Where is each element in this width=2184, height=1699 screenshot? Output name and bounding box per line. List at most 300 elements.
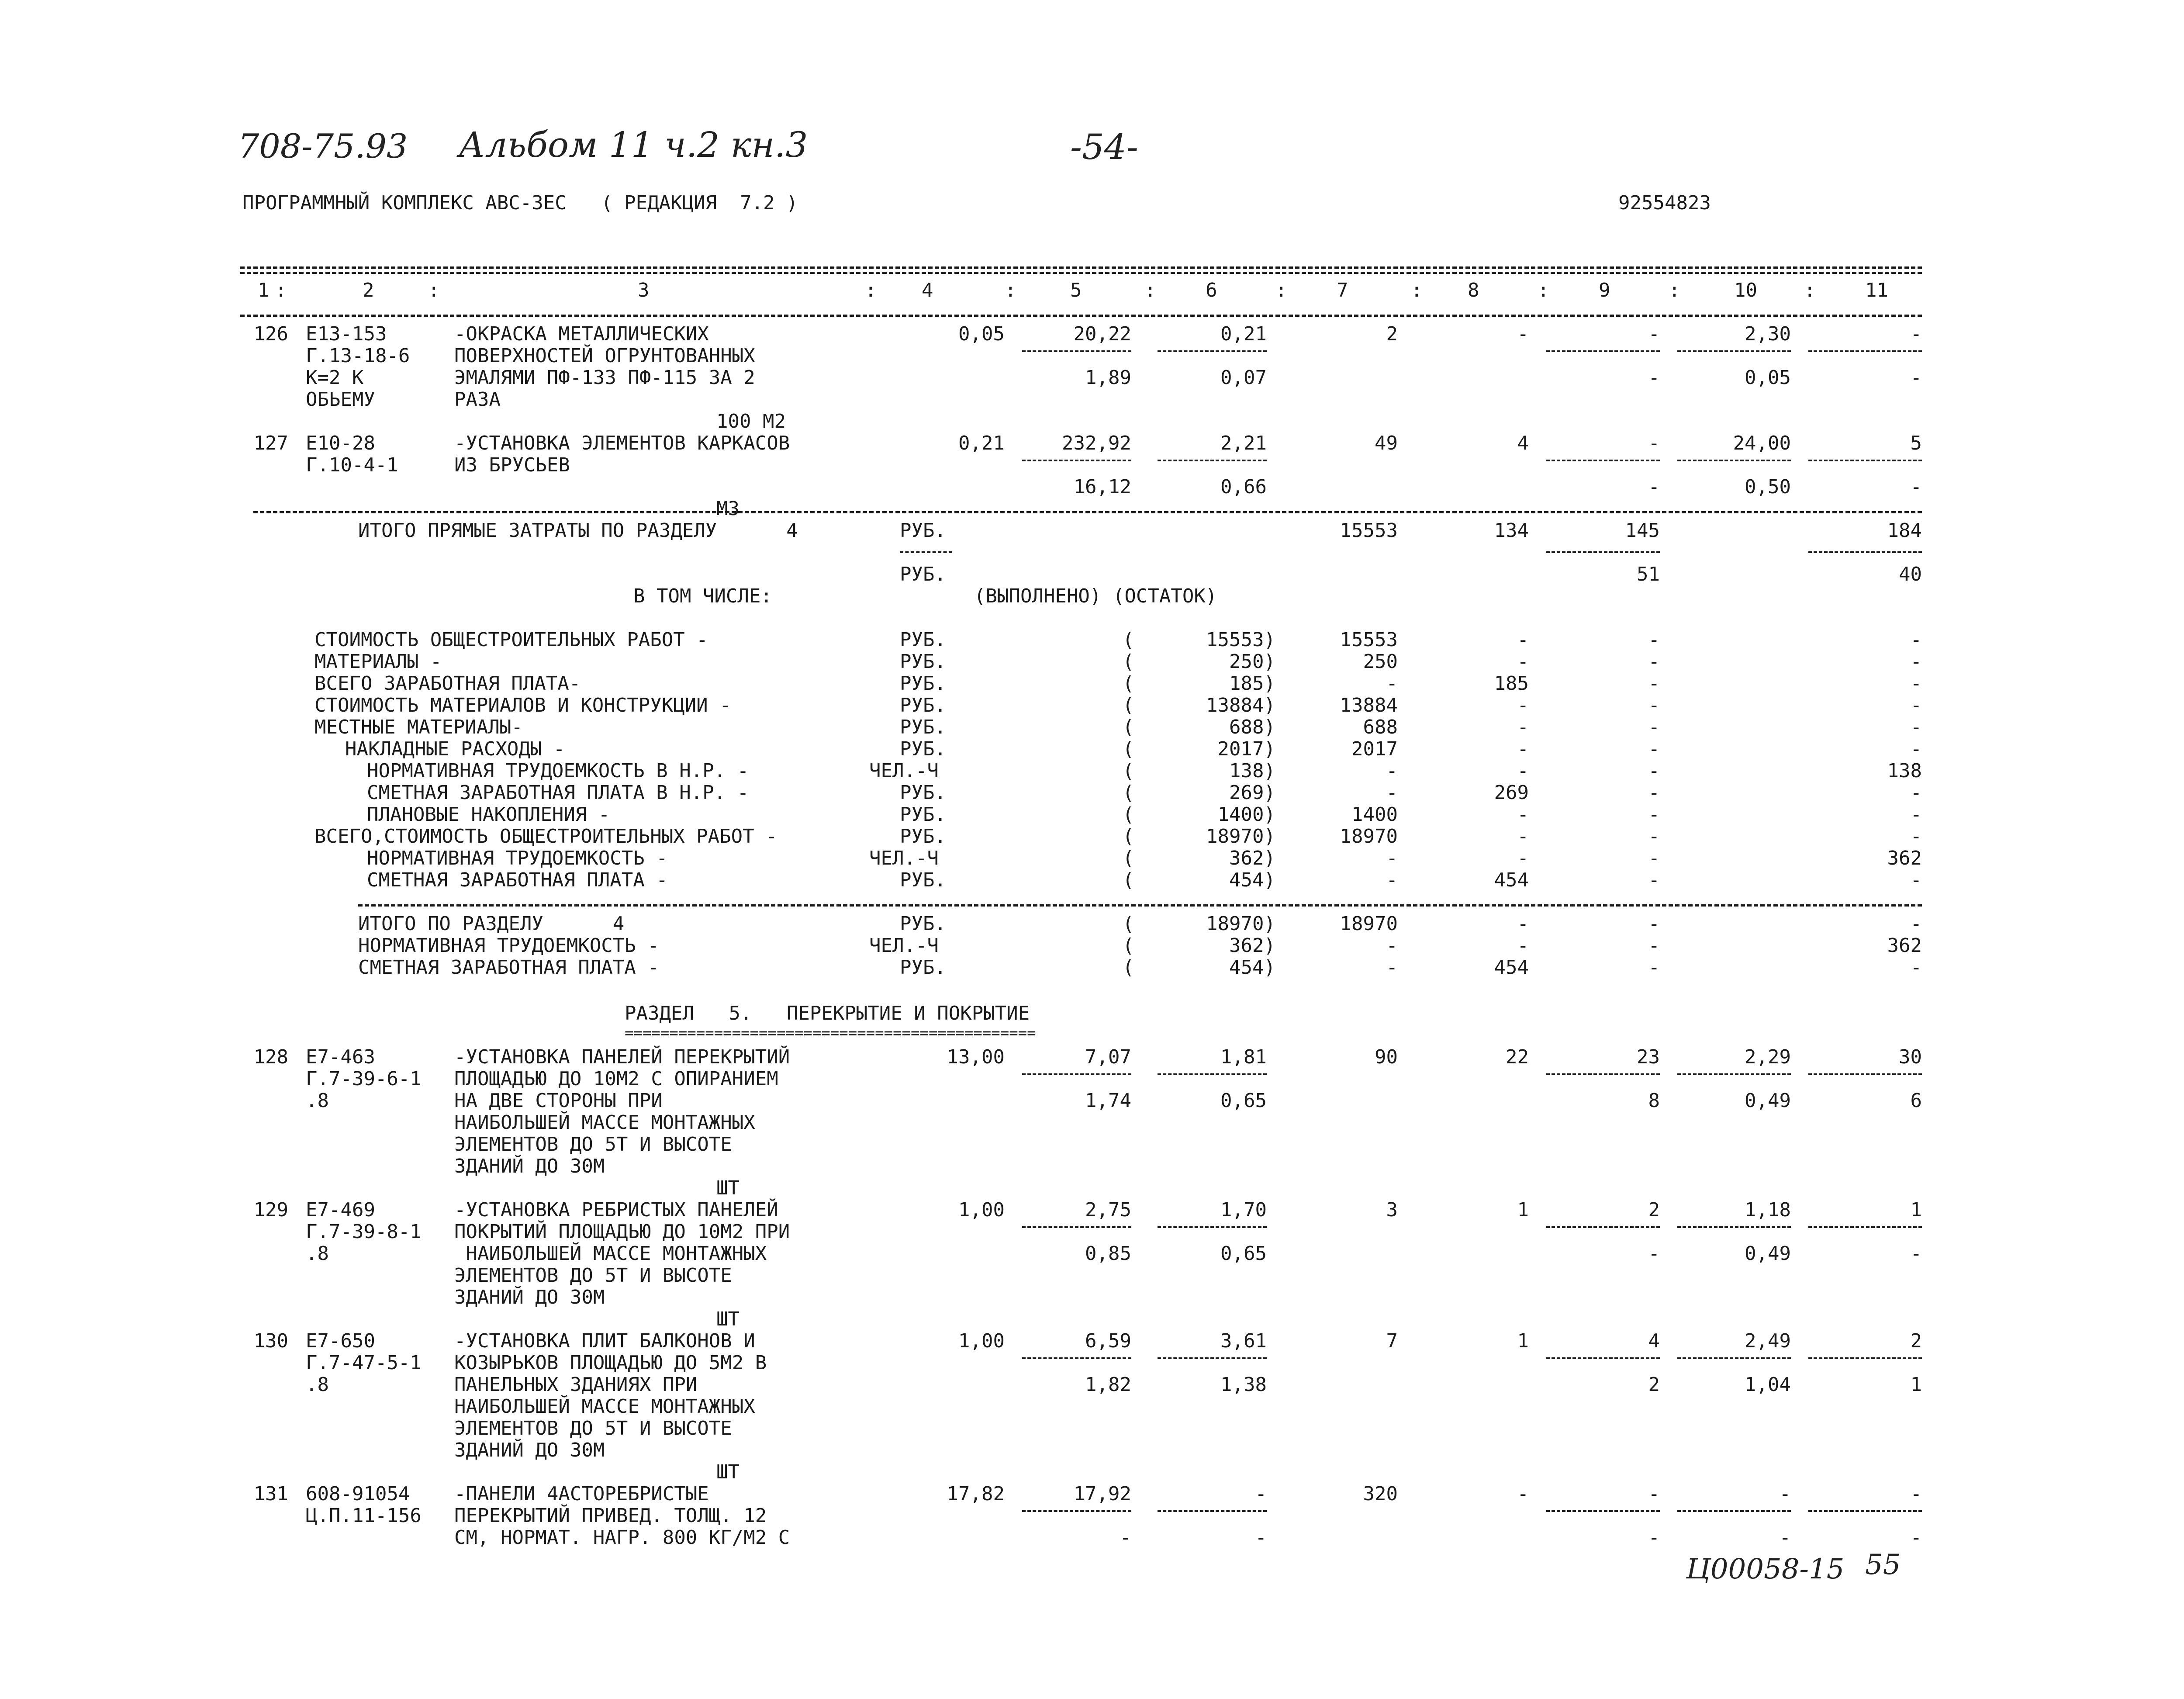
breakdown-c9: -	[1648, 825, 1660, 848]
breakdown-c9: -	[1648, 782, 1660, 804]
breakdown-unit: РУБ.	[900, 651, 946, 673]
section-total-value: 454)	[1229, 956, 1275, 979]
breakdown-value: 688)	[1229, 716, 1275, 738]
row-c5-b: 1,82	[1085, 1374, 1131, 1396]
row-quantity: 0,05	[958, 323, 1005, 345]
split-rule	[1546, 350, 1660, 352]
row-quantity: 0,21	[958, 432, 1005, 454]
section-total-c8: -	[1517, 913, 1529, 935]
row-description: ПЕРЕКРЫТИЙ ПРИВЕД. ТОЛЩ. 12	[454, 1505, 767, 1527]
split-rule	[1808, 1073, 1922, 1075]
section-total-open-paren: (	[1123, 913, 1134, 935]
totals-c8: 134	[1494, 519, 1529, 542]
section-total-value: 18970)	[1206, 913, 1275, 935]
row-c10-b: 0,50	[1745, 476, 1791, 498]
footer-code: Ц00058-15	[1686, 1553, 1845, 1585]
row-quantity: 1,00	[958, 1330, 1005, 1352]
breakdown-c7: -	[1386, 847, 1398, 869]
split-rule	[1022, 1073, 1131, 1075]
row-c5-b: 1,74	[1085, 1090, 1131, 1112]
section-total-c8: 454	[1494, 956, 1529, 979]
row-c6-b: 1,38	[1220, 1374, 1267, 1396]
breakdown-c8: -	[1517, 738, 1529, 760]
row-code: .8	[306, 1090, 329, 1112]
breakdown-label: ВСЕГО ЗАРАБОТНАЯ ПЛАТА-	[314, 672, 581, 695]
row-c6-a: 1,70	[1220, 1199, 1267, 1221]
breakdown-c8: -	[1517, 825, 1529, 848]
done-remaining-label: (ВЫПОЛНЕНО) (ОСТАТОК)	[974, 585, 1217, 607]
row-description: ЗДАНИЙ ДО 30М	[454, 1439, 605, 1461]
row-code: Г.10-4-1	[306, 454, 398, 476]
breakdown-label: МЕСТНЫЕ МАТЕРИАЛЫ-	[314, 716, 523, 738]
row-c5-b: -	[1120, 1526, 1131, 1549]
row-code: Е7-463	[306, 1046, 375, 1068]
row-unit: ШТ	[716, 1461, 740, 1483]
totals-label: ИТОГО ПРЯМЫЕ ЗАТРАТЫ ПО РАЗДЕЛУ 4	[358, 519, 798, 542]
row-unit: ШТ	[716, 1177, 740, 1199]
column-header-8: 8	[1468, 279, 1479, 301]
row-c5-a: 7,07	[1085, 1046, 1131, 1068]
row-code: Ц.П.11-156	[306, 1505, 422, 1527]
split-rule	[1677, 350, 1791, 352]
row-c5-a: 17,92	[1073, 1483, 1131, 1505]
breakdown-c8: -	[1517, 803, 1529, 826]
breakdown-value: 185)	[1229, 672, 1275, 695]
row-c11-a: 1	[1910, 1199, 1922, 1221]
breakdown-value: 269)	[1229, 782, 1275, 804]
section-total-c9: -	[1648, 934, 1660, 957]
row-description: СМ, НОРМАТ. НАГР. 800 КГ/М2 С	[454, 1526, 790, 1549]
breakdown-c11: -	[1910, 869, 1922, 891]
row-c10-a: 24,00	[1733, 432, 1791, 454]
row-description: ПЛОЩАДЬЮ ДО 10М2 С ОПИРАНИЕМ	[454, 1068, 778, 1090]
split-rule	[1677, 1357, 1791, 1359]
breakdown-c11: -	[1910, 629, 1922, 651]
rule-top-2	[240, 272, 1922, 274]
section-total-value: 362)	[1229, 934, 1275, 957]
breakdown-c9: -	[1648, 803, 1660, 826]
breakdown-value: 18970)	[1206, 825, 1275, 848]
row-c6-a: 2,21	[1220, 432, 1267, 454]
row-c11-a: 30	[1899, 1046, 1922, 1068]
row-c10-a: 2,29	[1745, 1046, 1791, 1068]
row-description: НА ДВЕ СТОРОНЫ ПРИ	[454, 1090, 663, 1112]
row-code: .8	[306, 1242, 329, 1265]
breakdown-c7: 688	[1363, 716, 1398, 738]
breakdown-c8: -	[1517, 847, 1529, 869]
row-description: -УСТАНОВКА ПАНЕЛЕЙ ПЕРЕКРЫТИЙ	[454, 1046, 790, 1068]
column-header-4: 4	[922, 279, 933, 301]
row-c8: -	[1517, 1483, 1529, 1505]
row-c6-b: 0,66	[1220, 476, 1267, 498]
breakdown-value: 13884)	[1206, 694, 1275, 716]
breakdown-c9: -	[1648, 694, 1660, 716]
row-c11-b: -	[1910, 476, 1922, 498]
row-description: ИЗ БРУСЬЕВ	[454, 454, 570, 476]
totals-c9: 145	[1625, 519, 1660, 542]
breakdown-unit: РУБ.	[900, 782, 946, 804]
row-c7: 3	[1386, 1199, 1398, 1221]
row-code: 608-91054	[306, 1483, 410, 1505]
row-c9-b: -	[1648, 1242, 1660, 1265]
including-label: В ТОМ ЧИСЛЕ:	[633, 585, 772, 607]
breakdown-unit: РУБ.	[900, 803, 946, 826]
totals-c9-rule	[1546, 551, 1660, 553]
column-separator: :	[1144, 279, 1156, 301]
split-rule	[1022, 1226, 1131, 1228]
breakdown-value: 454)	[1229, 869, 1275, 891]
split-rule	[1022, 1510, 1131, 1512]
breakdown-open-paren: (	[1123, 760, 1134, 782]
totals-unit: РУБ.	[900, 519, 946, 542]
rule-top	[240, 266, 1922, 269]
section-total-open-paren: (	[1123, 956, 1134, 979]
split-rule	[1158, 1357, 1267, 1359]
split-rule	[1158, 1510, 1267, 1512]
breakdown-c11: -	[1910, 782, 1922, 804]
row-c9-a: 2	[1648, 1199, 1660, 1221]
column-header-7: 7	[1337, 279, 1348, 301]
section-total-c8: -	[1517, 934, 1529, 957]
split-rule	[1808, 1226, 1922, 1228]
row-description: ЭЛЕМЕНТОВ ДО 5Т И ВЫСОТЕ	[454, 1264, 732, 1287]
row-c9-a: 4	[1648, 1330, 1660, 1352]
row-c7: 2	[1386, 323, 1398, 345]
row-c8: 4	[1517, 432, 1529, 454]
row-c6-a: 1,81	[1220, 1046, 1267, 1068]
breakdown-c9: -	[1648, 869, 1660, 891]
section-total-unit: РУБ.	[900, 956, 946, 979]
row-number: 128	[253, 1046, 288, 1068]
breakdown-c9: -	[1648, 738, 1660, 760]
doc-code: 708-75.93	[238, 127, 408, 166]
breakdown-c7: -	[1386, 869, 1398, 891]
column-separator: :	[1804, 279, 1816, 301]
row-code: Г.13-18-6	[306, 345, 410, 367]
row-c10-a: 1,18	[1745, 1199, 1791, 1221]
column-separator: :	[428, 279, 440, 301]
column-header-6: 6	[1206, 279, 1217, 301]
split-rule	[1546, 460, 1660, 461]
row-quantity: 13,00	[947, 1046, 1005, 1068]
breakdown-open-paren: (	[1123, 716, 1134, 738]
row-code: Е13-153	[306, 323, 387, 345]
breakdown-label: НОРМАТИВНАЯ ТРУДОЕМКОСТЬ В Н.Р. -	[367, 760, 749, 782]
breakdown-c7: 13884	[1340, 694, 1398, 716]
section-total-c7: 18970	[1340, 913, 1398, 935]
split-rule	[1158, 460, 1267, 461]
row-description: ПАНЕЛЬНЫХ ЗДАНИЯХ ПРИ	[454, 1374, 698, 1396]
row-c9-b: -	[1648, 1526, 1660, 1549]
row-c5-b: 0,85	[1085, 1242, 1131, 1265]
breakdown-label: СТОИМОСТЬ ОБЩЕСТРОИТЕЛЬНЫХ РАБОТ -	[314, 629, 708, 651]
row-code: К=2 К	[306, 367, 364, 389]
breakdown-value: 250)	[1229, 651, 1275, 673]
row-c6-b: -	[1255, 1526, 1267, 1549]
breakdown-c11: -	[1910, 672, 1922, 695]
split-rule	[1677, 460, 1791, 461]
row-description: ЭЛЕМЕНТОВ ДО 5Т И ВЫСОТЕ	[454, 1417, 732, 1439]
row-description: ЗДАНИЙ ДО 30М	[454, 1286, 605, 1308]
row-c11-a: -	[1910, 323, 1922, 345]
breakdown-value: 362)	[1229, 847, 1275, 869]
breakdown-c9: -	[1648, 760, 1660, 782]
column-header-1: 1	[258, 279, 270, 301]
row-code: Г.7-39-6-1	[306, 1068, 422, 1090]
column-header-5: 5	[1070, 279, 1082, 301]
section-total-label: ИТОГО ПО РАЗДЕЛУ 4	[358, 913, 625, 935]
row-c11-b: -	[1910, 1242, 1922, 1265]
row-description: -УСТАНОВКА ПЛИТ БАЛКОНОВ И	[454, 1330, 755, 1352]
breakdown-unit: РУБ.	[900, 869, 946, 891]
breakdown-open-paren: (	[1123, 869, 1134, 891]
breakdown-label: НОРМАТИВНАЯ ТРУДОЕМКОСТЬ -	[367, 847, 668, 869]
section-total-c11: -	[1910, 956, 1922, 979]
row-c9-a: -	[1648, 1483, 1660, 1505]
totals-c11: 184	[1887, 519, 1922, 542]
split-rule	[1677, 1226, 1791, 1228]
breakdown-c11: 138	[1887, 760, 1922, 782]
row-description: РАЗА	[454, 388, 501, 411]
row-description: ЭЛЕМЕНТОВ ДО 5Т И ВЫСОТЕ	[454, 1133, 732, 1156]
breakdown-c11: -	[1910, 716, 1922, 738]
row-c8: 1	[1517, 1330, 1529, 1352]
row-c9-a: 23	[1637, 1046, 1660, 1068]
section5-underline: ==============================================	[625, 1024, 1036, 1042]
totals-c11-rule	[1808, 551, 1922, 553]
section-total-label: СМЕТНАЯ ЗАРАБОТНАЯ ПЛАТА -	[358, 956, 659, 979]
column-separator: :	[275, 279, 287, 301]
breakdown-value: 1400)	[1217, 803, 1275, 826]
rule-header-bottom	[240, 315, 1922, 317]
row-c7: 7	[1386, 1330, 1398, 1352]
totals-unit-2: РУБ.	[900, 563, 946, 585]
breakdown-open-paren: (	[1123, 629, 1134, 651]
totals-c7: 15553	[1340, 519, 1398, 542]
row-c8: 1	[1517, 1199, 1529, 1221]
section-total-unit: РУБ.	[900, 913, 946, 935]
breakdown-label: МАТЕРИАЛЫ -	[314, 651, 442, 673]
row-unit: ШТ	[716, 1308, 740, 1330]
row-number: 126	[253, 323, 288, 345]
split-rule	[1808, 350, 1922, 352]
breakdown-c8: -	[1517, 694, 1529, 716]
breakdown-c8: -	[1517, 760, 1529, 782]
row-c5-a: 232,92	[1062, 432, 1131, 454]
row-description: НАИБОЛЬШЕЙ МАССЕ МОНТАЖНЫХ	[454, 1242, 767, 1265]
row-c9-b: -	[1648, 476, 1660, 498]
breakdown-c11: -	[1910, 651, 1922, 673]
breakdown-c7: 250	[1363, 651, 1398, 673]
row-c8: -	[1517, 323, 1529, 345]
breakdown-value: 2017)	[1217, 738, 1275, 760]
column-separator: :	[1669, 279, 1680, 301]
rule-before-totals	[253, 511, 1922, 513]
breakdown-c9: -	[1648, 716, 1660, 738]
row-description: -УСТАНОВКА ЭЛЕМЕНТОВ КАРКАСОВ	[454, 432, 790, 454]
row-c5-b: 1,89	[1085, 367, 1131, 389]
row-quantity: 1,00	[958, 1199, 1005, 1221]
breakdown-label: СМЕТНАЯ ЗАРАБОТНАЯ ПЛАТА -	[367, 869, 668, 891]
breakdown-label: ПЛАНОВЫЕ НАКОПЛЕНИЯ -	[367, 803, 610, 826]
row-c9-b: 8	[1648, 1090, 1660, 1112]
split-rule	[1022, 350, 1131, 352]
row-c7: 90	[1375, 1046, 1398, 1068]
section-total-c11: 362	[1887, 934, 1922, 957]
row-c11-a: 5	[1910, 432, 1922, 454]
row-c10-b: 0,05	[1745, 367, 1791, 389]
program-header: ПРОГРАММНЫЙ КОМПЛЕКС АВС-3ЕС ( РЕДАКЦИЯ 7.2 )	[242, 192, 798, 214]
breakdown-c8: 269	[1494, 782, 1529, 804]
section-total-c11: -	[1910, 913, 1922, 935]
row-c11-a: -	[1910, 1483, 1922, 1505]
column-separator: :	[1411, 279, 1423, 301]
breakdown-unit: РУБ.	[900, 629, 946, 651]
breakdown-c7: 1400	[1351, 803, 1398, 826]
breakdown-open-paren: (	[1123, 803, 1134, 826]
split-rule	[1158, 1226, 1267, 1228]
row-description: ЗДАНИЙ ДО 30М	[454, 1155, 605, 1177]
breakdown-c8: -	[1517, 716, 1529, 738]
breakdown-c8: -	[1517, 651, 1529, 673]
row-unit: 100 М2	[716, 410, 786, 433]
breakdown-open-paren: (	[1123, 651, 1134, 673]
row-unit: М3	[716, 498, 740, 520]
column-separator: :	[1275, 279, 1287, 301]
row-c6-a: 3,61	[1220, 1330, 1267, 1352]
column-separator: :	[1005, 279, 1016, 301]
row-c5-a: 2,75	[1085, 1199, 1131, 1221]
breakdown-c9: -	[1648, 651, 1660, 673]
totals-c9-2: 51	[1637, 563, 1660, 585]
row-description: ПОКРЫТИЙ ПЛОЩАДЬЮ ДО 10М2 ПРИ	[454, 1221, 790, 1243]
breakdown-c9: -	[1648, 847, 1660, 869]
row-c7: 49	[1375, 432, 1398, 454]
row-c9-a: -	[1648, 432, 1660, 454]
row-c6-a: -	[1255, 1483, 1267, 1505]
row-c11-b: -	[1910, 1526, 1922, 1549]
row-c10-a: -	[1779, 1483, 1791, 1505]
row-code: Г.7-39-8-1	[306, 1221, 422, 1243]
breakdown-c7: 2017	[1351, 738, 1398, 760]
row-c9-b: 2	[1648, 1374, 1660, 1396]
row-c10-a: 2,30	[1745, 323, 1791, 345]
row-number: 130	[253, 1330, 288, 1352]
section-total-label: НОРМАТИВНАЯ ТРУДОЕМКОСТЬ -	[358, 934, 659, 957]
column-header-10: 10	[1734, 279, 1757, 301]
row-description: НАИБОЛЬШЕЙ МАССЕ МОНТАЖНЫХ	[454, 1395, 755, 1418]
breakdown-c7: 18970	[1340, 825, 1398, 848]
row-c11-a: 2	[1910, 1330, 1922, 1352]
row-c10-b: 0,49	[1745, 1242, 1791, 1265]
breakdown-label: СТОИМОСТЬ МАТЕРИАЛОВ И КОНСТРУКЦИИ -	[314, 694, 731, 716]
breakdown-unit: РУБ.	[900, 738, 946, 760]
column-header-9: 9	[1599, 279, 1610, 301]
breakdown-c7: 15553	[1340, 629, 1398, 651]
column-header-11: 11	[1865, 279, 1888, 301]
split-rule	[1022, 460, 1131, 461]
row-c10-a: 2,49	[1745, 1330, 1791, 1352]
breakdown-unit: РУБ.	[900, 825, 946, 848]
breakdown-unit: РУБ.	[900, 716, 946, 738]
totals-c11-2: 40	[1899, 563, 1922, 585]
row-description: -УСТАНОВКА РЕБРИСТЫХ ПАНЕЛЕЙ	[454, 1199, 778, 1221]
footer-page: 55	[1865, 1549, 1901, 1581]
page-number: -54-	[1070, 127, 1138, 167]
column-header-2: 2	[363, 279, 374, 301]
section-total-c7: -	[1386, 934, 1398, 957]
row-c11-b: 1	[1910, 1374, 1922, 1396]
totals-rub-rule	[900, 551, 952, 553]
row-code: Г.7-47-5-1	[306, 1352, 422, 1374]
row-description: -ОКРАСКА МЕТАЛЛИЧЕСКИХ	[454, 323, 709, 345]
breakdown-c11: -	[1910, 803, 1922, 826]
row-c5-a: 20,22	[1073, 323, 1131, 345]
section-total-c9: -	[1648, 956, 1660, 979]
breakdown-c11: 362	[1887, 847, 1922, 869]
split-rule	[1158, 350, 1267, 352]
breakdown-unit: ЧЕЛ.-Ч	[869, 847, 939, 869]
breakdown-unit: ЧЕЛ.-Ч	[869, 760, 939, 782]
row-c6-b: 0,65	[1220, 1242, 1267, 1265]
row-code: Е7-469	[306, 1199, 375, 1221]
breakdown-value: 15553)	[1206, 629, 1275, 651]
section-total-c7: -	[1386, 956, 1398, 979]
split-rule	[1022, 1357, 1131, 1359]
breakdown-c9: -	[1648, 672, 1660, 695]
row-c5-b: 16,12	[1073, 476, 1131, 498]
breakdown-open-paren: (	[1123, 847, 1134, 869]
row-c6-b: 0,07	[1220, 367, 1267, 389]
row-c10-b: -	[1779, 1526, 1791, 1549]
row-c10-b: 0,49	[1745, 1090, 1791, 1112]
rule-before-section-total	[358, 904, 1922, 907]
row-description: ЭМАЛЯМИ ПФ-133 ПФ-115 ЗА 2	[454, 367, 755, 389]
breakdown-c11: -	[1910, 738, 1922, 760]
section5-title: РАЗДЕЛ 5. ПЕРЕКРЫТИЕ И ПОКРЫТИЕ	[625, 1002, 1030, 1024]
split-rule	[1677, 1073, 1791, 1075]
breakdown-c11: -	[1910, 694, 1922, 716]
row-number: 127	[253, 432, 288, 454]
row-number: 129	[253, 1199, 288, 1221]
split-rule	[1677, 1510, 1791, 1512]
row-c9-a: -	[1648, 323, 1660, 345]
breakdown-c8: -	[1517, 629, 1529, 651]
row-description: ПОВЕРХНОСТЕЙ ОГРУНТОВАННЫХ	[454, 345, 755, 367]
column-separator: :	[865, 279, 877, 301]
breakdown-unit: РУБ.	[900, 694, 946, 716]
row-description: -ПАНЕЛИ 4АСТОРЕБРИСТЫЕ	[454, 1483, 709, 1505]
split-rule	[1158, 1073, 1267, 1075]
album-label: Альбом 11 ч.2 кн.3	[459, 125, 808, 165]
breakdown-c7: -	[1386, 672, 1398, 695]
split-rule	[1808, 1357, 1922, 1359]
breakdown-open-paren: (	[1123, 782, 1134, 804]
breakdown-label: СМЕТНАЯ ЗАРАБОТНАЯ ПЛАТА В Н.Р. -	[367, 782, 749, 804]
section-total-open-paren: (	[1123, 934, 1134, 957]
section-total-c9: -	[1648, 913, 1660, 935]
row-c7: 320	[1363, 1483, 1398, 1505]
section-total-unit: ЧЕЛ.-Ч	[869, 934, 939, 957]
breakdown-c8: 454	[1494, 869, 1529, 891]
row-description: КОЗЫРЬКОВ ПЛОЩАДЬЮ ДО 5М2 В	[454, 1352, 767, 1374]
breakdown-c7: -	[1386, 782, 1398, 804]
breakdown-open-paren: (	[1123, 672, 1134, 695]
split-rule	[1546, 1073, 1660, 1075]
breakdown-c11: -	[1910, 825, 1922, 848]
breakdown-open-paren: (	[1123, 738, 1134, 760]
breakdown-open-paren: (	[1123, 694, 1134, 716]
